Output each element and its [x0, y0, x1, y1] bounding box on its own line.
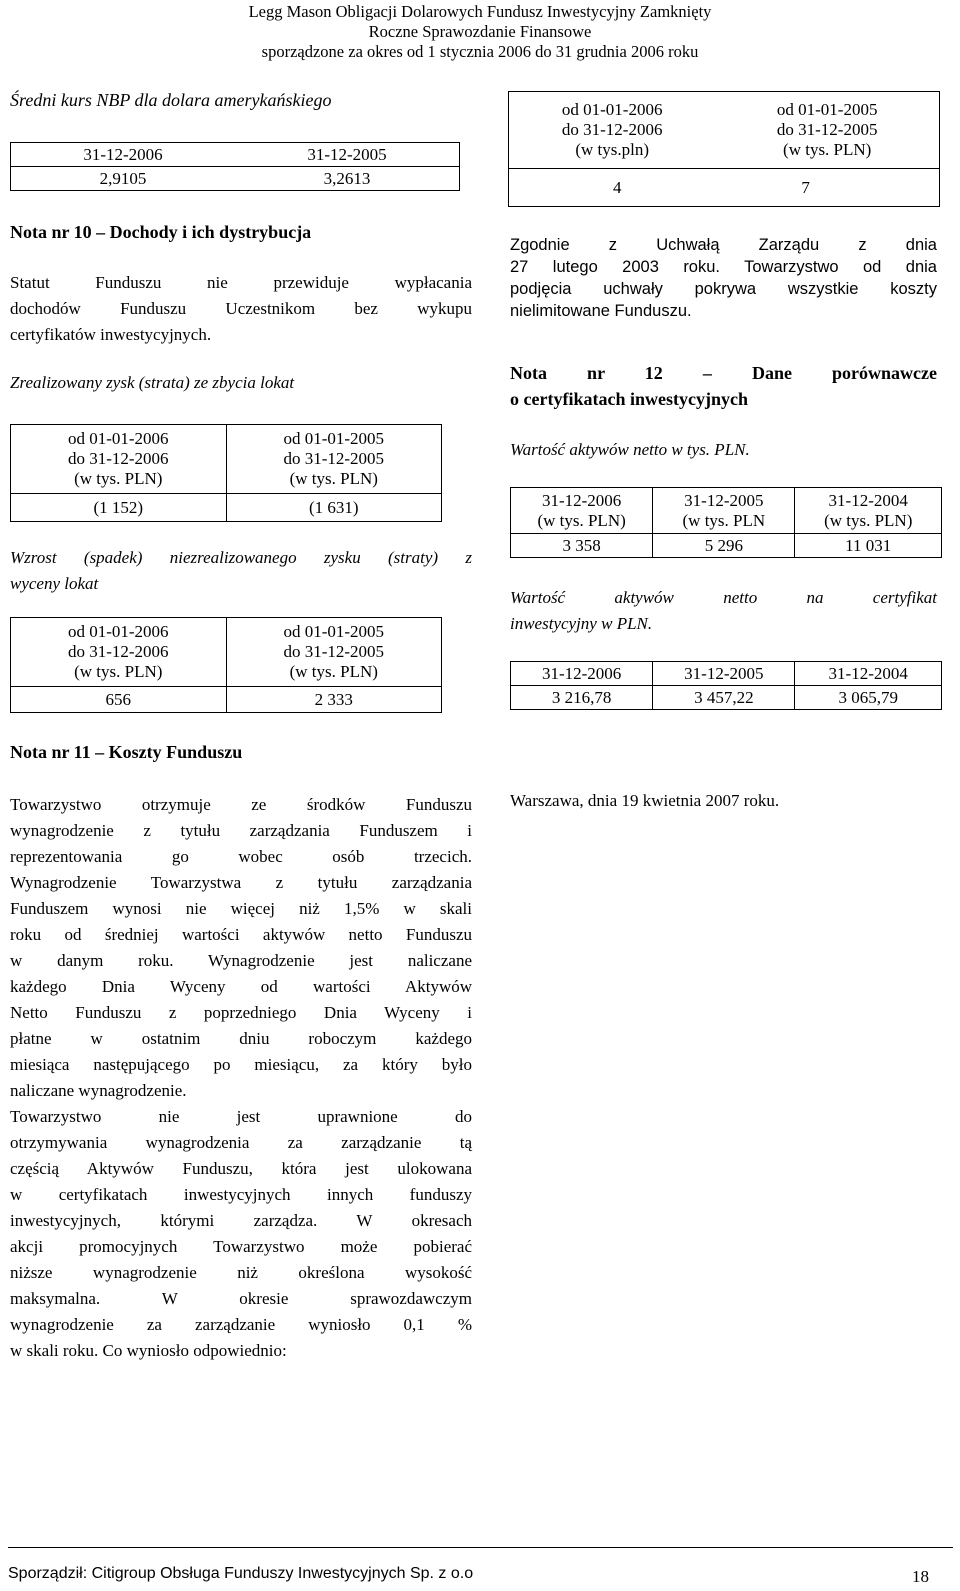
table-row — [509, 92, 940, 169]
table-row — [11, 494, 442, 522]
period-start: od 01-01-2006 — [67, 429, 169, 448]
period-end: do 31-12-2006 — [67, 642, 169, 661]
place-date: Warszawa, dnia 19 kwietnia 2007 roku. — [510, 791, 780, 810]
koszty-value-2006: 4 — [509, 169, 716, 207]
nota11-line: niższe wynagrodzenie niż określona wysokość — [10, 1263, 472, 1282]
period-start: od 01-01-2006 — [67, 622, 169, 641]
zysk-table — [10, 424, 442, 522]
date-label: 31-12-2005 — [684, 490, 764, 510]
nota10-line: certyfikatów inwestycyjnych. — [10, 325, 212, 344]
koszty-col-2006 — [509, 92, 716, 169]
period-end: do 31-12-2006 — [67, 449, 169, 468]
footer-author: Sporządził: Citigroup Obsługa Funduszy Inwestycyjnych Sp. z o.o — [8, 1565, 474, 1582]
wzrost-col-2006 — [11, 618, 227, 687]
table-row — [11, 143, 460, 167]
wanc-title — [510, 585, 937, 637]
nota10-line: Statut Funduszu nie przewiduje wypłacania — [10, 273, 472, 292]
nota12-title — [510, 360, 937, 412]
report-header-fund-name: Legg Mason Obligacji Dolarowych Fundusz Inwestycyjny Zamknięty — [248, 2, 712, 21]
nota11-line: wynagrodzenie z tytułu zarządzania Funduszem i — [10, 821, 472, 840]
koszty-table — [508, 91, 940, 207]
nota11-line: akcji promocyjnych Towarzystwo może pobierać — [10, 1237, 472, 1256]
table-row — [11, 687, 442, 713]
wan-value-2005: 5 296 — [653, 534, 795, 558]
wanc-value-2006: 3 216,78 — [511, 686, 653, 710]
wan-title: Wartość aktywów netto w tys. PLN. — [510, 440, 750, 459]
nota11-line: maksymalna. W okresie sprawozdawczym — [10, 1289, 472, 1308]
period-end: do 31-12-2005 — [283, 642, 385, 661]
period-unit: (w tys. PLN) — [74, 469, 163, 488]
table-row — [511, 534, 942, 558]
wanc-title-line: Wartość aktywów netto na certyfikat — [510, 588, 937, 607]
period-start: od 01-01-2005 — [283, 622, 385, 641]
nota10-title: Nota nr 10 – Dochody i ich dystrybucja — [10, 222, 312, 242]
kurs-header-2006: 31-12-2006 — [11, 143, 236, 167]
wanc-value-2004: 3 065,79 — [795, 686, 942, 710]
wanc-value-2005: 3 457,22 — [653, 686, 795, 710]
table-row — [11, 167, 460, 191]
zgodnie-text — [510, 232, 937, 324]
period-unit: (w tys. PLN) — [783, 140, 872, 159]
report-header-title: Roczne Sprawozdanie Finansowe — [368, 22, 592, 41]
period-end: do 31-12-2006 — [561, 120, 663, 139]
wan-col-2006 — [511, 488, 653, 534]
nota11-line: Wynagrodzenie Towarzystwa z tytułu zarządzania — [10, 873, 472, 892]
nota11-line: reprezentowania go wobec osób trzecich. — [10, 847, 472, 866]
unit-label: (w tys. PLN) — [824, 510, 913, 530]
nota12-title-line: Nota nr 12 – Dane porównawcze — [510, 363, 937, 383]
nota10-text — [10, 270, 472, 348]
nota11-line: w certyfikatach inwestycyjnych innych funduszy — [10, 1185, 472, 1204]
wan-col-2005 — [653, 488, 795, 534]
footer-divider — [8, 1547, 953, 1548]
nota11-title: Nota nr 11 – Koszty Funduszu — [10, 742, 243, 762]
nota11-line: miesiąca następującego po miesiącu, za który było — [10, 1055, 472, 1074]
wanc-title-line: inwestycyjny w PLN. — [510, 614, 653, 633]
report-header-period: sporządzone za okres od 1 stycznia 2006 do 31 grudnia 2006 roku — [261, 42, 699, 61]
kurs-title: Średni kurs NBP dla dolara amerykańskiego — [10, 90, 332, 110]
wzrost-table — [10, 617, 442, 713]
date-label: 31-12-2004 — [828, 490, 908, 510]
zysk-title: Zrealizowany zysk (strata) ze zbycia lokat — [10, 373, 295, 392]
zgodnie-line: nielimitowane Funduszu. — [510, 302, 692, 320]
wanc-col-2005: 31-12-2005 — [653, 662, 795, 686]
nota11-line: Towarzystwo otrzymuje ze środków Funduszu — [10, 795, 472, 814]
table-row — [511, 686, 942, 710]
table-row — [11, 425, 442, 494]
nota11-text — [10, 792, 472, 1364]
wanc-col-2004: 31-12-2004 — [795, 662, 942, 686]
date-label: 31-12-2006 — [541, 490, 622, 510]
period-unit: (w tys. PLN) — [74, 662, 163, 681]
wanc-table — [510, 661, 942, 710]
nota12-title-line: o certyfikatach inwestycyjnych — [510, 389, 748, 409]
zgodnie-line: 27 lutego 2003 roku. Towarzystwo od dnia — [510, 258, 937, 276]
zgodnie-line: podjęcia uchwały pokrywa wszystkie koszty — [510, 280, 937, 298]
kurs-table — [10, 142, 460, 191]
zysk-col-2005 — [226, 425, 442, 494]
table-row — [11, 618, 442, 687]
wan-table — [510, 487, 942, 558]
nota11-line: Netto Funduszu z poprzedniego Dnia Wyceny i — [10, 1003, 472, 1022]
unit-label: (w tys. PLN — [682, 510, 766, 530]
kurs-header-2005: 31-12-2005 — [235, 143, 460, 167]
wzrost-col-2005 — [226, 618, 442, 687]
table-row — [509, 169, 940, 207]
nota11-line: inwestycyjnych, którymi zarządza. W okresach — [10, 1211, 472, 1230]
period-end: do 31-12-2005 — [776, 120, 878, 139]
period-start: od 01-01-2005 — [283, 429, 385, 448]
nota11-line: otrzymywania wynagrodzenia za zarządzanie tą — [10, 1133, 472, 1152]
kurs-value-2006: 2,9105 — [11, 167, 236, 191]
period-unit: (w tys. PLN) — [289, 469, 378, 488]
nota11-line: w skali roku. Co wyniosło odpowiednio: — [10, 1341, 287, 1360]
nota11-line: każdego Dnia Wyceny od wartości Aktywów — [10, 977, 472, 996]
zysk-value-2006: (1 152) — [11, 494, 227, 522]
wanc-col-2006: 31-12-2006 — [511, 662, 653, 686]
kurs-value-2005: 3,2613 — [235, 167, 460, 191]
nota11-line: Funduszem wynosi nie więcej niż 1,5% w skali — [10, 899, 472, 918]
zysk-col-2006 — [11, 425, 227, 494]
nota11-line: płatne w ostatnim dniu roboczym każdego — [10, 1029, 472, 1048]
nota11-line: wynagrodzenie za zarządzanie wyniosło 0,1 % — [10, 1315, 472, 1334]
nota10-line: dochodów Funduszu Uczestnikom bez wykupu — [10, 299, 472, 318]
wzrost-value-2005: 2 333 — [226, 687, 442, 713]
period-end: do 31-12-2005 — [283, 449, 385, 468]
period-start: od 01-01-2006 — [561, 100, 663, 119]
period-unit: (w tys. PLN) — [289, 662, 378, 681]
koszty-value-2005: 7 — [715, 169, 939, 207]
nota11-line: Towarzystwo nie jest uprawnione do — [10, 1107, 472, 1126]
table-row — [511, 488, 942, 534]
nota11-line: naliczane wynagrodzenie. — [10, 1081, 187, 1100]
wan-value-2004: 11 031 — [795, 534, 942, 558]
nota11-line: roku od średniej wartości aktywów netto Funduszu — [10, 925, 472, 944]
wzrost-value-2006: 656 — [11, 687, 227, 713]
koszty-col-2005 — [715, 92, 939, 169]
wan-col-2004 — [795, 488, 942, 534]
page-number: 18 — [912, 1567, 929, 1586]
zysk-value-2005: (1 631) — [226, 494, 442, 522]
nota11-line: w danym roku. Wynagrodzenie jest naliczane — [10, 951, 472, 970]
wan-value-2006: 3 358 — [511, 534, 653, 558]
nota11-line: częścią Aktywów Funduszu, która jest ulokowana — [10, 1159, 472, 1178]
wzrost-title-line: Wzrost (spadek) niezrealizowanego zysku (straty) z — [10, 548, 472, 567]
period-start: od 01-01-2005 — [776, 100, 878, 119]
period-unit: (w tys.pln) — [575, 140, 650, 159]
unit-label: (w tys. PLN) — [537, 510, 626, 530]
zgodnie-line: Zgodnie z Uchwałą Zarządu z dnia — [510, 236, 937, 254]
table-row — [511, 662, 942, 686]
wzrost-title-line: wyceny lokat — [10, 574, 99, 593]
wzrost-title — [10, 545, 472, 597]
